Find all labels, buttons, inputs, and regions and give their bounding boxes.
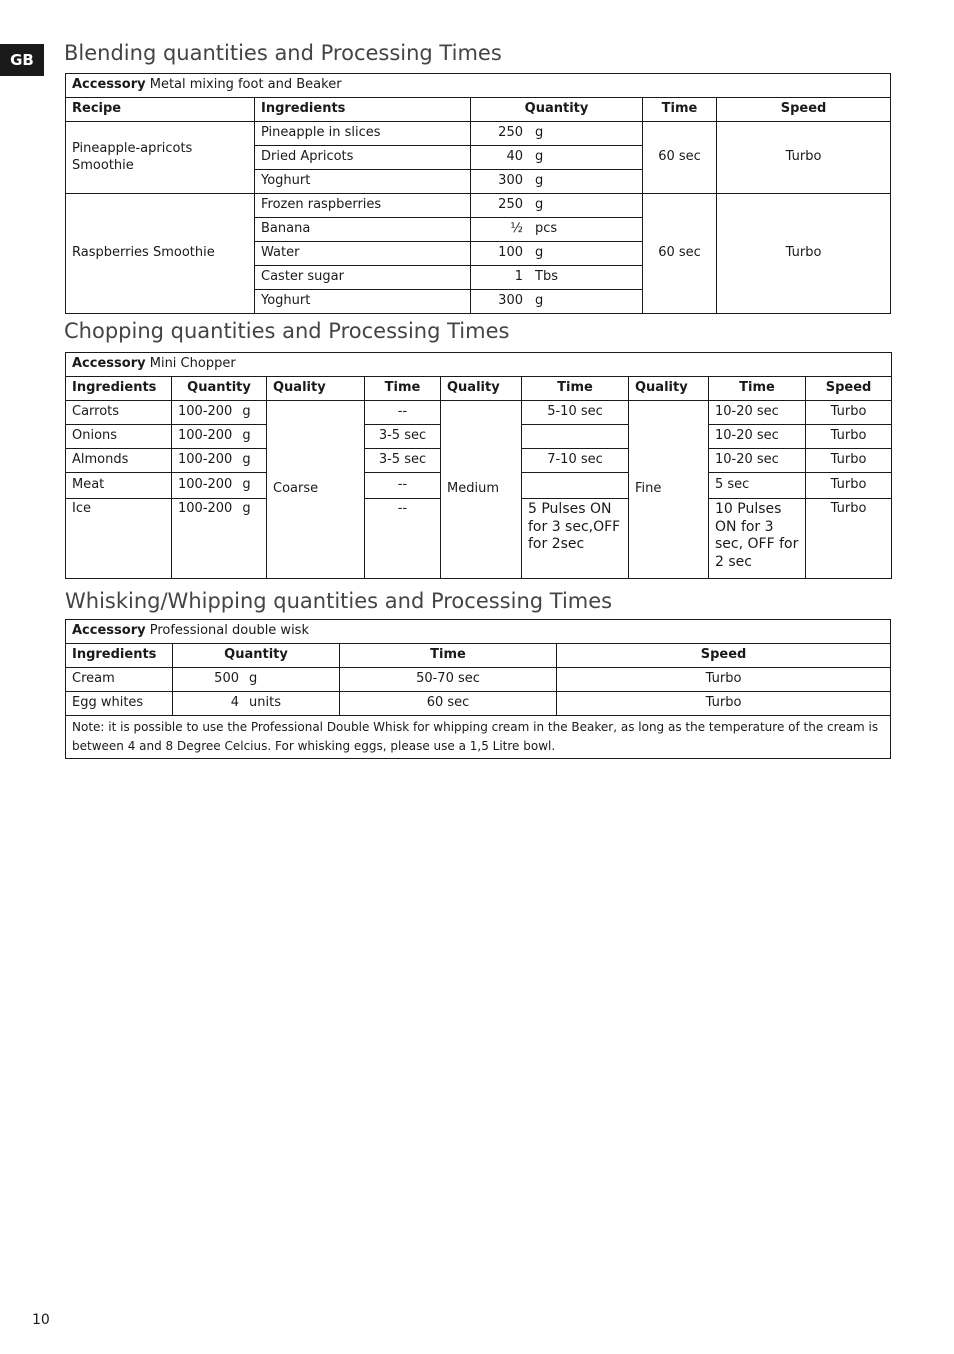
quantity-cell: ½ pcs <box>471 218 643 242</box>
table-row <box>66 692 891 716</box>
fine-time-cell: 10-20 sec <box>709 449 806 473</box>
quantity-cell: 1 Tbs <box>471 266 643 290</box>
header-quantity: Quantity <box>172 377 267 401</box>
fine-time-cell: 5 sec <box>709 473 806 499</box>
ingredient-cell: Cream <box>66 668 173 692</box>
quantity-cell: 100 g <box>471 242 643 266</box>
ingredient-cell: Almonds <box>66 449 172 473</box>
header-quantity: Quantity <box>173 644 340 668</box>
header-time: Time <box>709 377 806 401</box>
quantity-cell: 4 units <box>173 692 340 716</box>
accessory-label: Accessory <box>72 77 146 93</box>
ingredient-cell: Ice <box>66 499 172 579</box>
quantity-cell: 100-200 g <box>172 499 267 579</box>
recipe-name: Raspberries Smoothie <box>66 194 255 314</box>
medium-time-cell <box>522 425 629 449</box>
blending-title: Blending quantities and Processing Times <box>64 41 502 65</box>
chopping-title: Chopping quantities and Processing Times <box>64 319 510 343</box>
coarse-time-cell: 3-5 sec <box>365 449 441 473</box>
coarse-time-cell: 3-5 sec <box>365 425 441 449</box>
blending-table <box>65 73 891 314</box>
medium-time-cell: 5-10 sec <box>522 401 629 425</box>
time-cell: 60 sec <box>340 692 557 716</box>
ingredient-cell: Dried Apricots <box>255 146 471 170</box>
coarse-time-cell: -- <box>365 473 441 499</box>
speed-cell: Turbo <box>557 692 891 716</box>
speed-cell: Turbo <box>806 401 892 425</box>
quantity-cell: 100-200 g <box>172 401 267 425</box>
table-header-row <box>66 98 891 122</box>
header-time: Time <box>365 377 441 401</box>
accessory-value: Mini Chopper <box>149 356 236 372</box>
whisking-table <box>65 619 891 759</box>
ingredient-cell: Egg whites <box>66 692 173 716</box>
whisking-title: Whisking/Whipping quantities and Processing Times <box>65 589 613 613</box>
speed-cell: Turbo <box>717 194 891 314</box>
whisking-accessory <box>66 620 891 644</box>
quality-fine: Fine <box>629 401 709 579</box>
header-time: Time <box>522 377 629 401</box>
accessory-value: Professional double wisk <box>149 623 309 639</box>
fine-time-cell: 10 Pulses ON for 3 sec, OFF for 2 sec <box>709 499 806 579</box>
quantity-cell: 250 g <box>471 122 643 146</box>
quantity-cell: 100-200 g <box>172 473 267 499</box>
fine-time-cell: 10-20 sec <box>709 401 806 425</box>
ingredient-cell: Carrots <box>66 401 172 425</box>
speed-cell: Turbo <box>717 122 891 194</box>
header-ingredients: Ingredients <box>66 377 172 401</box>
table-header-row <box>66 644 891 668</box>
header-quantity: Quantity <box>471 98 643 122</box>
whisking-note: Note: it is possible to use the Professional Double Whisk for whipping cream in the Beaker, as long as the temperature of the cream is between 4 and 8 Degree Celcius. For whisking eggs, please use a 1,5 Litre bowl. <box>66 716 891 759</box>
speed-cell: Turbo <box>806 499 892 579</box>
quantity-cell: 300 g <box>471 290 643 314</box>
ingredient-cell: Banana <box>255 218 471 242</box>
accessory-label: Accessory <box>72 356 146 372</box>
chopping-table <box>65 352 892 579</box>
speed-cell: Turbo <box>806 473 892 499</box>
coarse-time-cell: -- <box>365 499 441 579</box>
quantity-cell: 40 g <box>471 146 643 170</box>
header-ingredients: Ingredients <box>66 644 173 668</box>
time-cell: 50-70 sec <box>340 668 557 692</box>
speed-cell: Turbo <box>806 425 892 449</box>
ingredient-cell: Onions <box>66 425 172 449</box>
header-quality: Quality <box>441 377 522 401</box>
header-speed: Speed <box>557 644 891 668</box>
quality-coarse: Coarse <box>267 401 365 579</box>
header-time: Time <box>643 98 717 122</box>
time-cell: 60 sec <box>643 122 717 194</box>
quantity-cell: 500 g <box>173 668 340 692</box>
medium-time-cell: 7-10 sec <box>522 449 629 473</box>
medium-time-cell: 5 Pulses ON for 3 sec,OFF for 2sec <box>522 499 629 579</box>
ingredient-cell: Frozen raspberries <box>255 194 471 218</box>
quantity-cell: 100-200 g <box>172 425 267 449</box>
ingredient-cell: Pineapple in slices <box>255 122 471 146</box>
coarse-time-cell: -- <box>365 401 441 425</box>
header-speed: Speed <box>717 98 891 122</box>
fine-time-cell: 10-20 sec <box>709 425 806 449</box>
time-cell: 60 sec <box>643 194 717 314</box>
table-row <box>66 194 891 218</box>
header-ingredients: Ingredients <box>255 98 471 122</box>
chopping-accessory <box>66 353 892 377</box>
header-speed: Speed <box>806 377 892 401</box>
table-header-row <box>66 377 892 401</box>
ingredient-cell: Meat <box>66 473 172 499</box>
page-number: 10 <box>32 1312 50 1328</box>
table-row <box>66 122 891 146</box>
speed-cell: Turbo <box>806 449 892 473</box>
accessory-label: Accessory <box>72 623 146 639</box>
recipe-name: Pineapple-apricots Smoothie <box>66 122 255 194</box>
table-row <box>66 668 891 692</box>
medium-time-cell <box>522 473 629 499</box>
accessory-value: Metal mixing foot and Beaker <box>149 77 342 93</box>
blending-accessory <box>66 74 891 98</box>
ingredient-cell: Water <box>255 242 471 266</box>
speed-cell: Turbo <box>557 668 891 692</box>
header-time: Time <box>340 644 557 668</box>
table-row <box>66 401 892 425</box>
header-quality: Quality <box>267 377 365 401</box>
ingredient-cell: Caster sugar <box>255 266 471 290</box>
quantity-cell: 300 g <box>471 170 643 194</box>
quality-medium: Medium <box>441 401 522 579</box>
header-recipe: Recipe <box>66 98 255 122</box>
language-tab: GB <box>0 44 44 76</box>
quantity-cell: 100-200 g <box>172 449 267 473</box>
header-quality: Quality <box>629 377 709 401</box>
ingredient-cell: Yoghurt <box>255 290 471 314</box>
ingredient-cell: Yoghurt <box>255 170 471 194</box>
quantity-cell: 250 g <box>471 194 643 218</box>
